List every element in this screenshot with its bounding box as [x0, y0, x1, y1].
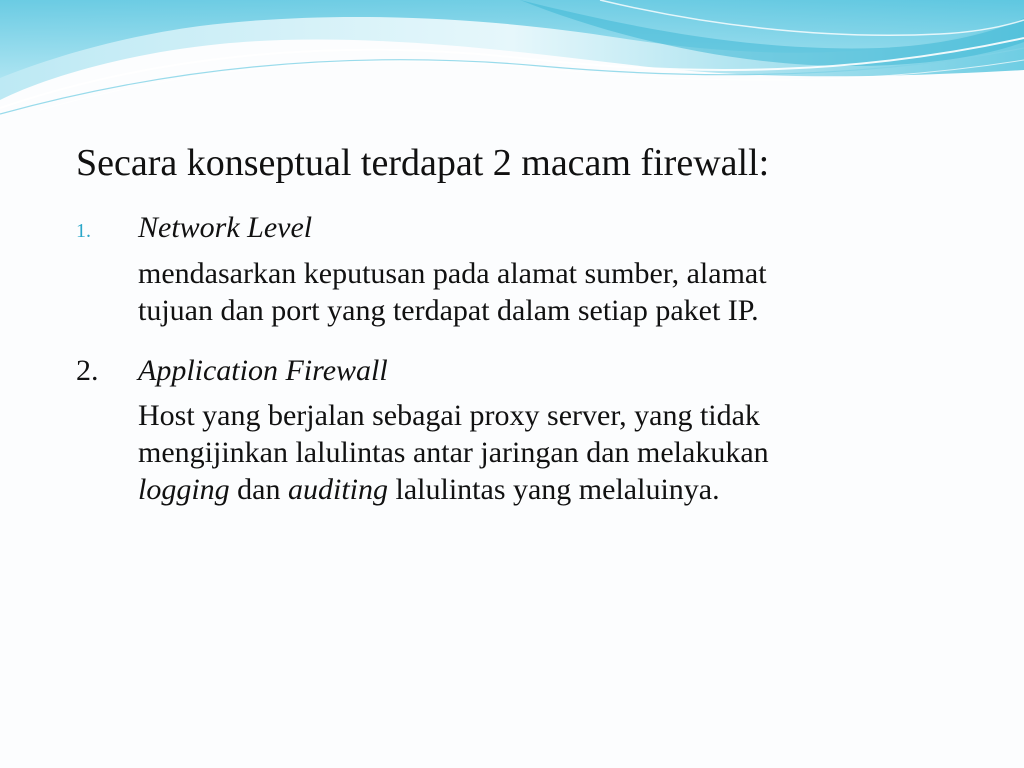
text-tail: lalulintas yang melaluinya.	[388, 473, 720, 506]
item-title-application-firewall: Application Firewall	[138, 354, 388, 387]
description-last-line	[138, 471, 958, 508]
description-line: tujuan dan port yang terdapat dalam setiap paket IP.	[138, 294, 759, 327]
term-logging: logging	[138, 473, 230, 506]
list-number-1: 1.	[76, 220, 91, 242]
item-description-network-level	[138, 255, 958, 329]
description-line: Host yang berjalan sebagai proxy server, yang tidak	[138, 399, 760, 432]
description-line: mendasarkan keputusan pada alamat sumber, alamat	[138, 257, 767, 290]
term-auditing: auditing	[288, 473, 389, 506]
text-connector: dan	[229, 473, 288, 506]
item-description-application-firewall	[138, 397, 958, 508]
item-title-network-level: Network Level	[138, 211, 313, 244]
intro-heading: Secara konseptual terdapat 2 macam firewall:	[76, 142, 770, 184]
list-number-2: 2.	[76, 354, 99, 387]
description-line: mengijinkan lalulintas antar jaringan dan melakukan	[138, 436, 769, 469]
